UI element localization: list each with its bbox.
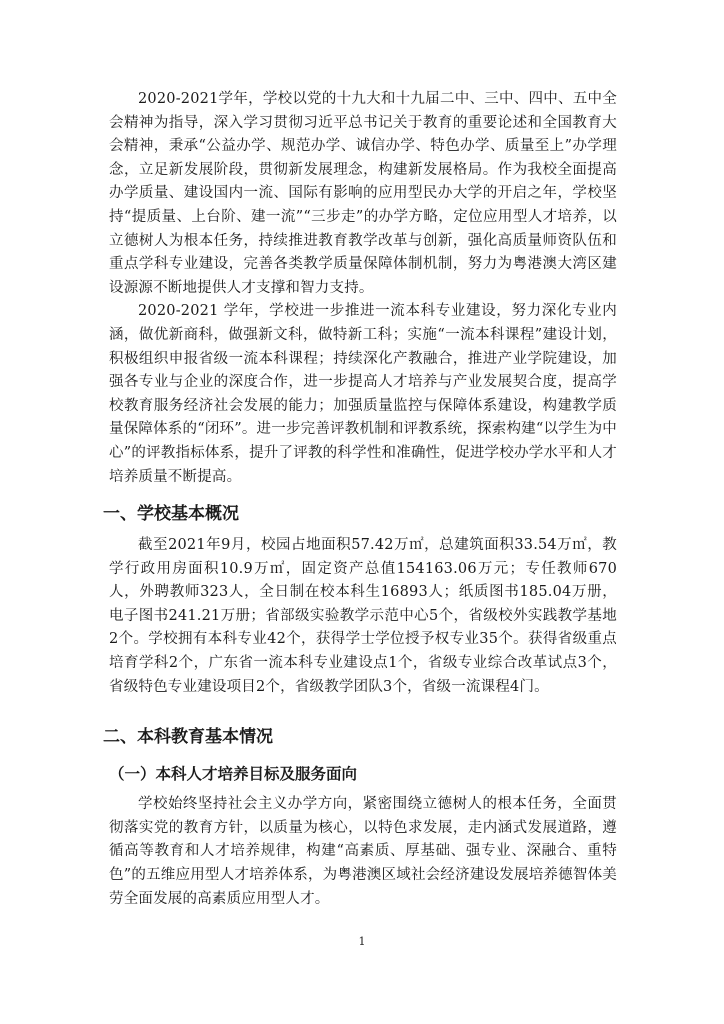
training-goal-paragraph: 学校始终坚持社会主义办学方向，紧密围绕立德树人的根本任务，全面贯彻落实党的教育方针，以质量为核心，以特色求发展，走内涵式发展道路，遵循高等教育和人才培养规律，构建“高素质、厚基础、强专业、深融合、重特色”的五维应用型人才培养体系，为粤港澳区域社会经济建设发展培养德智体美劳全面发展的高素质应用型人才。	[109, 796, 617, 907]
overview-paragraph: 截至2021年9月，校园占地面积57.42万㎡，总建筑面积33.54万㎡，教学行政用房面积10.9万㎡，固定资产总值154163.06万元；专任教师670人，外聘教师323人，全日制在校本科生16893人；纸质图书185.04万册，电子图书241.21万册；省部级实验教学示范中心5个，省级校外实践教学基地2个。学校拥有本科专业42个，获得学士学位授予权专业35个。获得省级重点培育学科2个，广东省一流本科专业建设点1个，省级专业综合改革试点3个，省级特色专业建设项目2个，省级教学团队3个，省级一流课程4门。	[109, 537, 617, 695]
intro-paragraph-1: 2020-2021学年，学校以党的十九大和十九届二中、三中、四中、五中全会精神为指导，深入学习贯彻习近平总书记关于教育的重要论述和全国教育大会精神，秉承“公益办学、规范办学、诚信办学、特色办学、质量至上”办学理念，立足新发展阶段，贯彻新发展理念，构建新发展格局。作为我校全面提高办学质量、建设国内一流、国际有影响的应用型民办大学的开启之年，学校坚持“提质量、上台阶、建一流”“三步走”的办学方略，定位应用型人才培养，以立德树人为根本任务，持续推进教育教学改革与创新，强化高质量师资队伍和重点学科专业建设，完善各类教学质量保障体制机制，努力为粤港澳大湾区建设源源不断地提供人才支撑和智力支持。	[109, 91, 617, 296]
subsection-heading-training-goals: （一）本科人才培养目标及服务面向	[109, 765, 358, 784]
page-content	[103, 88, 617, 911]
intro-paragraph-2: 2020-2021 学年，学校进一步推进一流本科专业建设，努力深化专业内涵，做优新商科，做强新文科，做特新工科；实施“一流本科课程”建设计划，积极组织申报省级一流本科课程；持续深化产教融合，推进产业学院建设，加强各专业与企业的深度合作，进一步提高人才培养与产业发展契合度，提高学校教育服务经济社会发展的能力；加强质量监控与保障体系建设，构建教学质量保障体系的“闭环”。进一步完善评教机制和评教系统，探索构建“以学生为中心”的评教指标体系，提升了评教的科学性和准确性，促进学校办学水平和人才培养质量不断提高。	[109, 303, 617, 485]
page-number: 1	[358, 935, 366, 948]
section-heading-school-overview: 一、学校基本概况	[103, 504, 239, 525]
section-heading-undergraduate-education: 二、本科教育基本情况	[103, 727, 273, 748]
